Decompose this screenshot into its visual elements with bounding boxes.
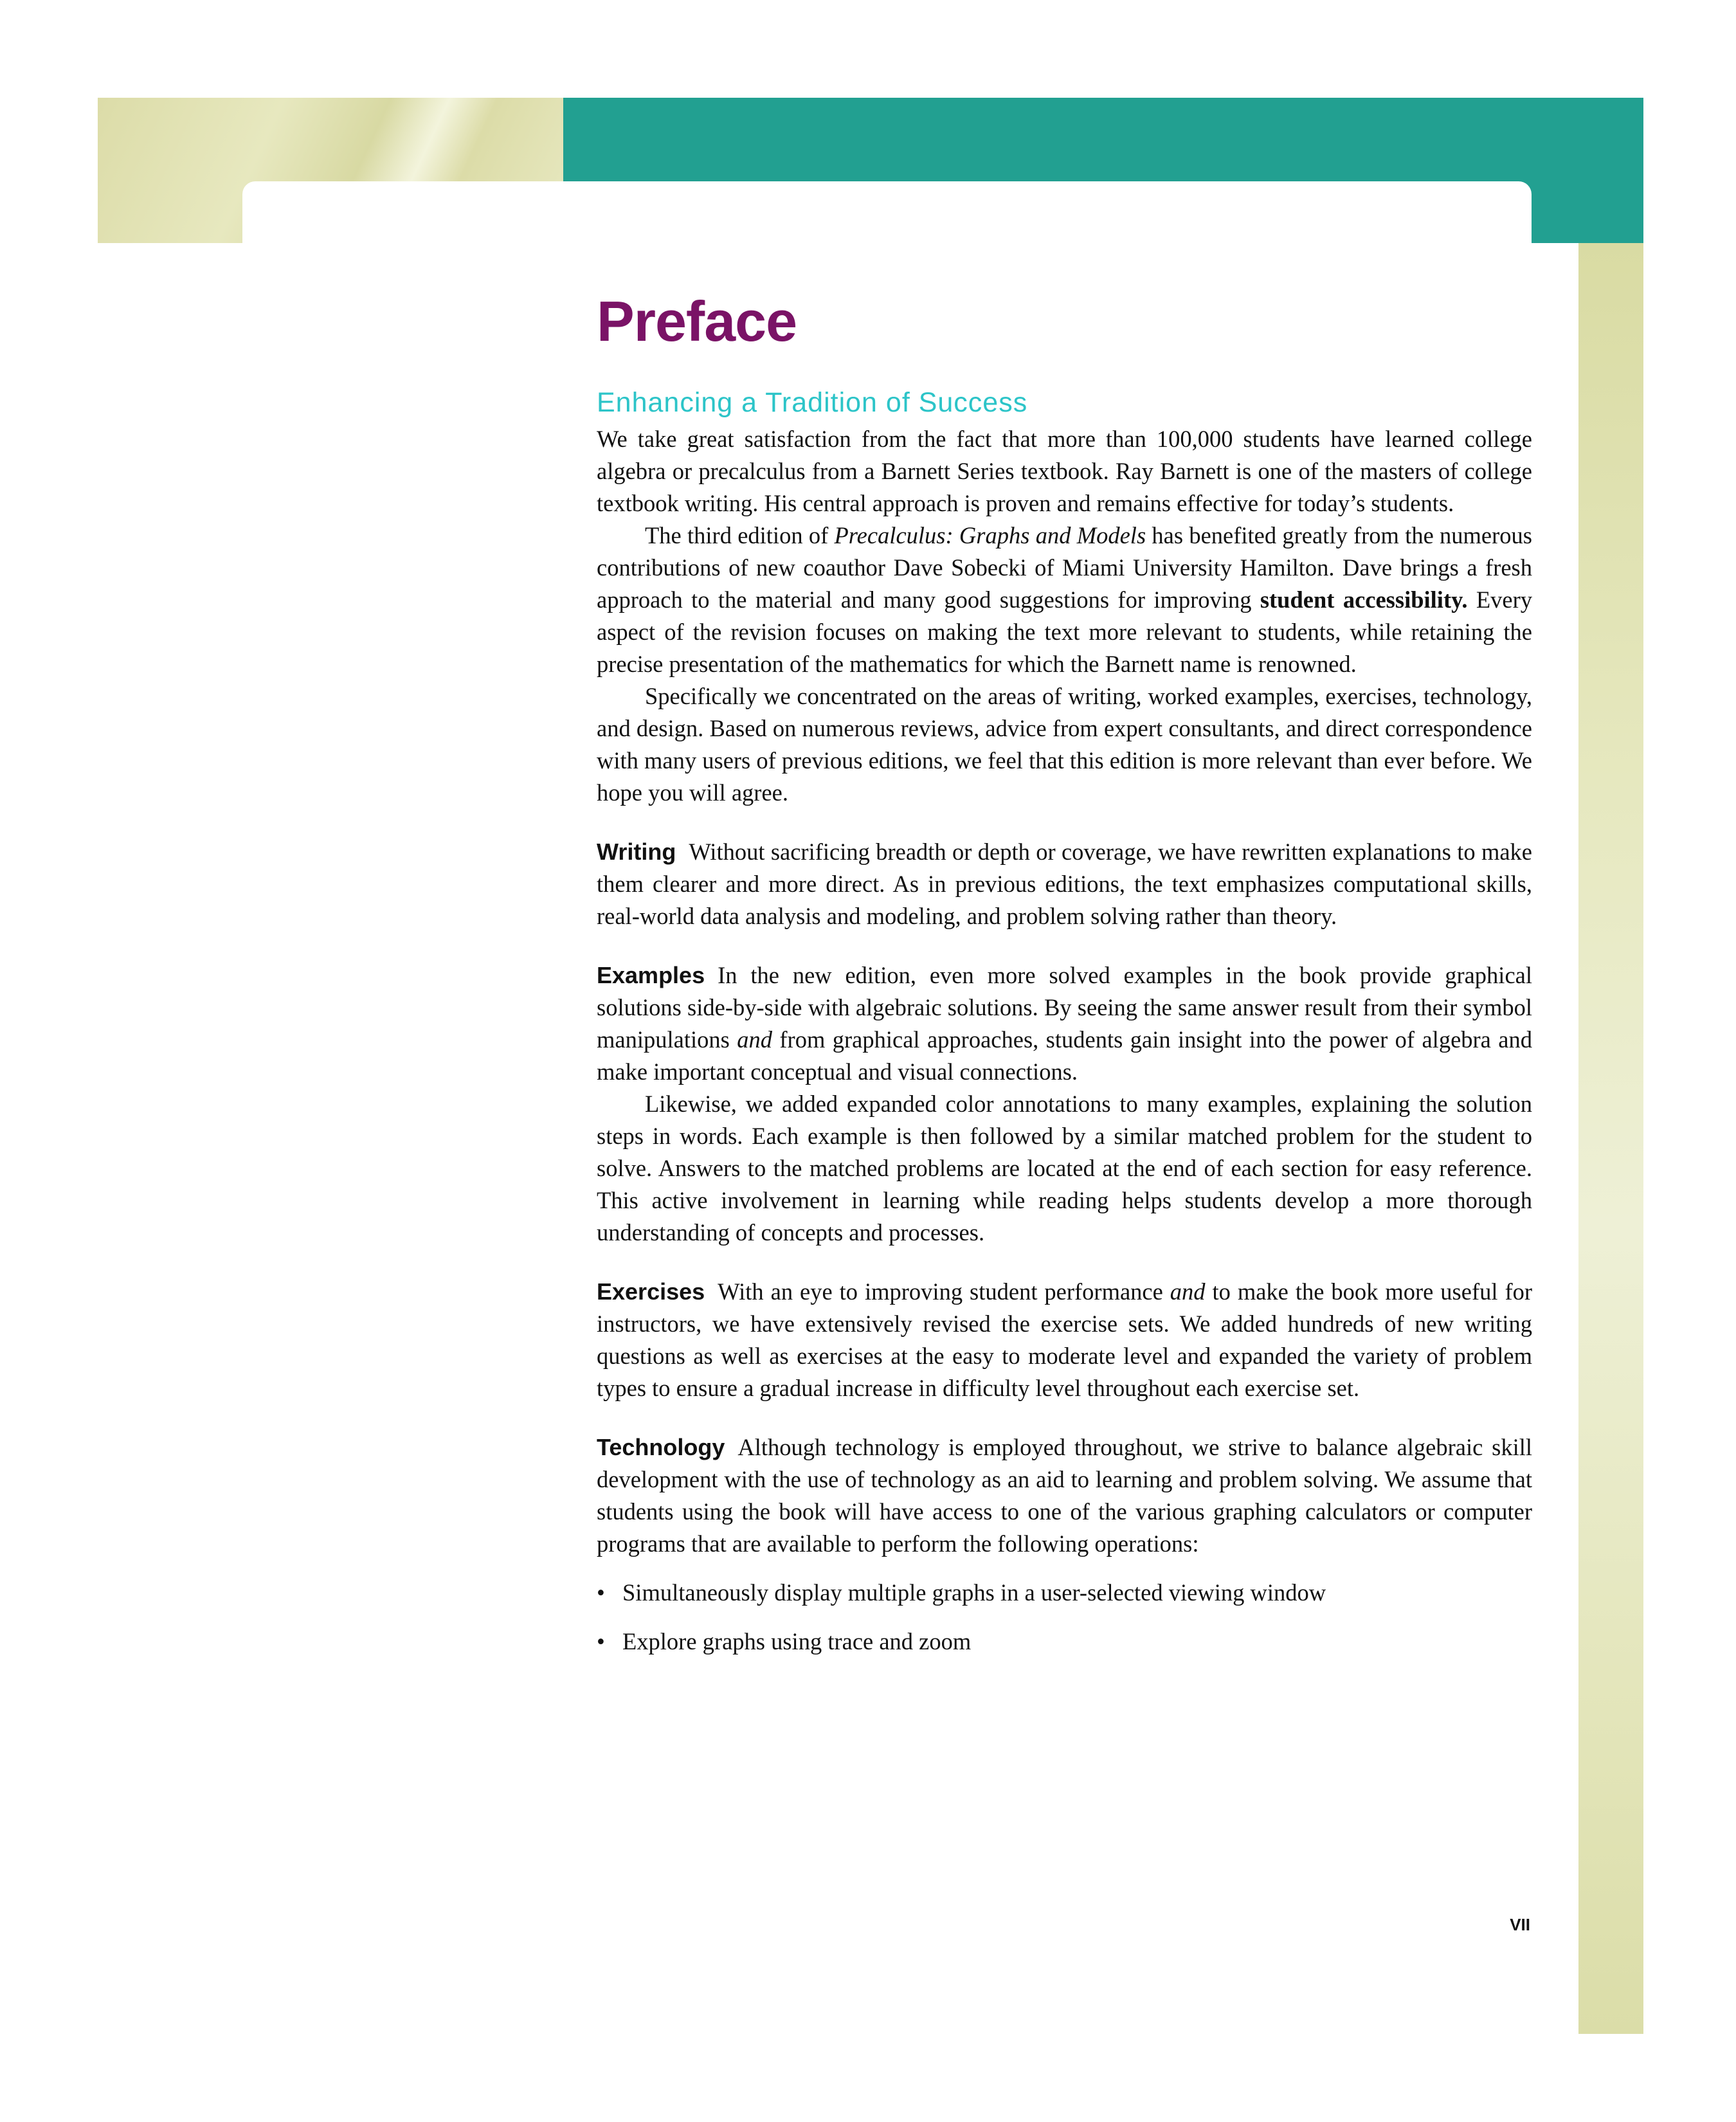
page-title: Preface [597,289,797,353]
bullet-icon: • [597,1579,605,1606]
list-item [597,1626,1532,1658]
exercises-before: With an eye to improving student performance [718,1278,1170,1305]
side-strip-decoration [1578,243,1643,2034]
examples-p1-italic: and [737,1026,772,1053]
writing-label: Writing [597,839,676,865]
intro-paragraph-3: Specifically we concentrated on the areas of writing, worked examples, exercises, technology, and design. Based on numerous reviews, advice from expert consultants, and direct correspondence with many users of previous editions, we feel that this edition is more relevant than ever before. We hope you will agree. [597,683,1532,806]
examples-p1-after: from graphical approaches, students gain insight into the power of algebra and make important conceptual and visual connections. [597,1026,1532,1085]
writing-text: Without sacrificing breadth or depth or coverage, we have rewritten explanations to make them clearer and more direct. As in previous editions, the text emphasizes computational skills, real-world data analysis and modeling, and problem solving rather than theory. [597,839,1532,929]
intro-paragraph-1: We take great satisfaction from the fact that more than 100,000 students have learned college algebra or precalculus from a Barnett Series textbook. Ray Barnett is one of the masters of college textbook writing. His central approach is proven and remains effective for today’s students. [597,426,1532,516]
exercises-italic: and [1170,1278,1206,1305]
intro-p2-middle: has benefited greatly from the numerous contributions of new coauthor Dave Sobecki of Miami University Hamilton. Dave brings a fresh approach to the material and many good suggestions for improving [597,522,1532,613]
intro-paragraph-2 [597,520,1532,680]
bullet-icon: • [597,1628,605,1655]
emphasis-student-accessibility: student accessibility. [1260,586,1468,613]
list-item-text: Explore graphs using trace and zoom [622,1628,972,1655]
operations-list [597,1577,1532,1658]
exercises-label: Exercises [597,1278,705,1305]
examples-paragraph-1 [597,959,1532,1088]
technology-label: Technology [597,1434,725,1460]
examples-label: Examples [597,962,705,988]
page-number: VII [1510,1915,1530,1934]
list-item-text: Simultaneously display multiple graphs in a user-selected viewing window [622,1579,1326,1606]
intro-p2-after: Every aspect of the revision focuses on making the text more relevant to students, while retaining the precise presentation of the mathematics for which the Barnett name is renowned. [597,586,1532,677]
technology-paragraph [597,1431,1532,1560]
book-title: Precalculus: Graphs and Models [834,522,1146,549]
exercises-paragraph [597,1276,1532,1404]
section-heading: Enhancing a Tradition of Success [597,387,1028,418]
writing-paragraph [597,836,1532,932]
page-content [597,289,1532,1674]
examples-paragraph-2: Likewise, we added expanded color annotations to many examples, explaining the solution steps in words. Each example is then followed by a similar matched problem for the student to solve. Answers to the matched problems are located at the end of each section for easy reference. This active involvement in learning while reading helps students develop a more thorough understanding of concepts and processes. [597,1091,1532,1246]
technology-text: Although technology is employed throughout, we strive to balance algebraic skill development with the use of technology as an aid to learning and problem solving. We assume that students using the book will have access to one of the various graphing calculators or computer programs that are available to perform the following operations: [597,1434,1532,1557]
examples-p1-before: In the new edition, even more solved examples in the book provide graphical solutions side-by-side with algebraic solutions. By seeing the same answer result from their symbol manipulations [597,962,1532,1053]
intro-p2-before: The third edition of [645,522,835,549]
exercises-after: to make the book more useful for instructors, we have extensively revised the exercise sets. We added hundreds of new writing questions as well as exercises at the easy to moderate level and expanded the variety of problem types to ensure a gradual increase in difficulty level throughout each exercise set. [597,1278,1532,1401]
list-item [597,1577,1532,1609]
